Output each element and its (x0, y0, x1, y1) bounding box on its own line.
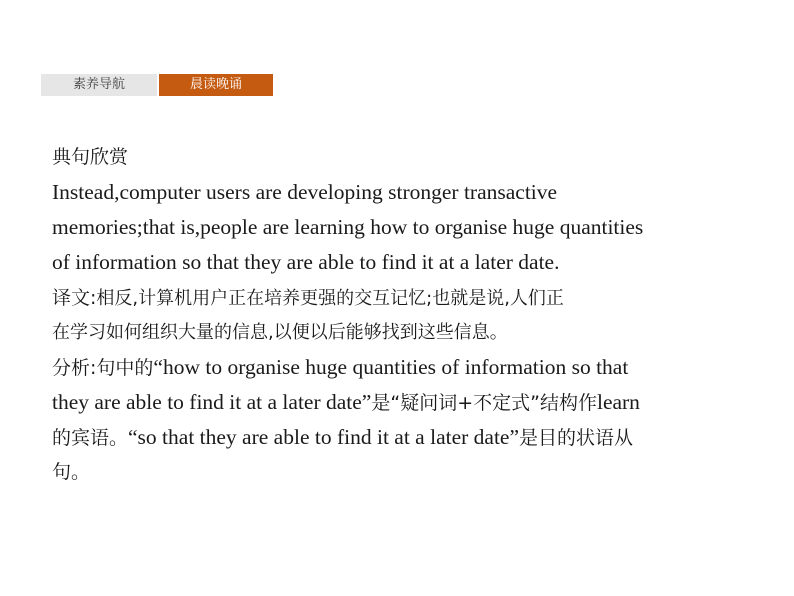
analysis-label: 分析: (52, 357, 97, 379)
analysis-text-2c: learn (596, 390, 640, 414)
translation-line-2: 在学习如何组织大量的信息,以便以后能够找到这些信息。 (52, 322, 508, 343)
english-line-2: memories;that is,people are learning how to organise huge quantities (52, 215, 644, 239)
analysis-text-2b: 是“疑问词+不定式”结构作 (371, 392, 597, 414)
translation-label: 译文: (52, 287, 97, 309)
english-line-1: Instead,computer users are developing stronger transactive (52, 180, 558, 204)
analysis-text-3a: 的宾语。 (52, 427, 129, 449)
analysis-text-1b: “how to organise huge quantities of information so that (153, 355, 629, 379)
translation-text-1: 相反,计算机用户正在培养更强的交互记忆;也就是说,人们正 (96, 288, 564, 309)
tab-guide[interactable]: 素养导航 (41, 74, 157, 96)
analysis-line-2 (52, 385, 752, 420)
english-line-3: of information so that they are able to find it at a later date. (52, 250, 560, 274)
analysis-text-2a: they are able to find it at a later date” (52, 390, 372, 414)
translation-line-1 (52, 280, 752, 315)
main-content (52, 140, 752, 490)
analysis-line-3 (52, 420, 752, 455)
section-heading: 典句欣赏 (52, 146, 129, 168)
section-tabs (41, 74, 273, 96)
analysis-text-3b: “so that they are able to find it at a later date” (128, 425, 520, 449)
tab-reading[interactable]: 晨读晚诵 (159, 74, 273, 96)
analysis-text-3c: 是目的状语从 (519, 427, 634, 449)
analysis-text-1a: 句中的 (96, 357, 154, 379)
analysis-line-1 (52, 350, 752, 385)
analysis-line-4: 句。 (52, 461, 91, 483)
